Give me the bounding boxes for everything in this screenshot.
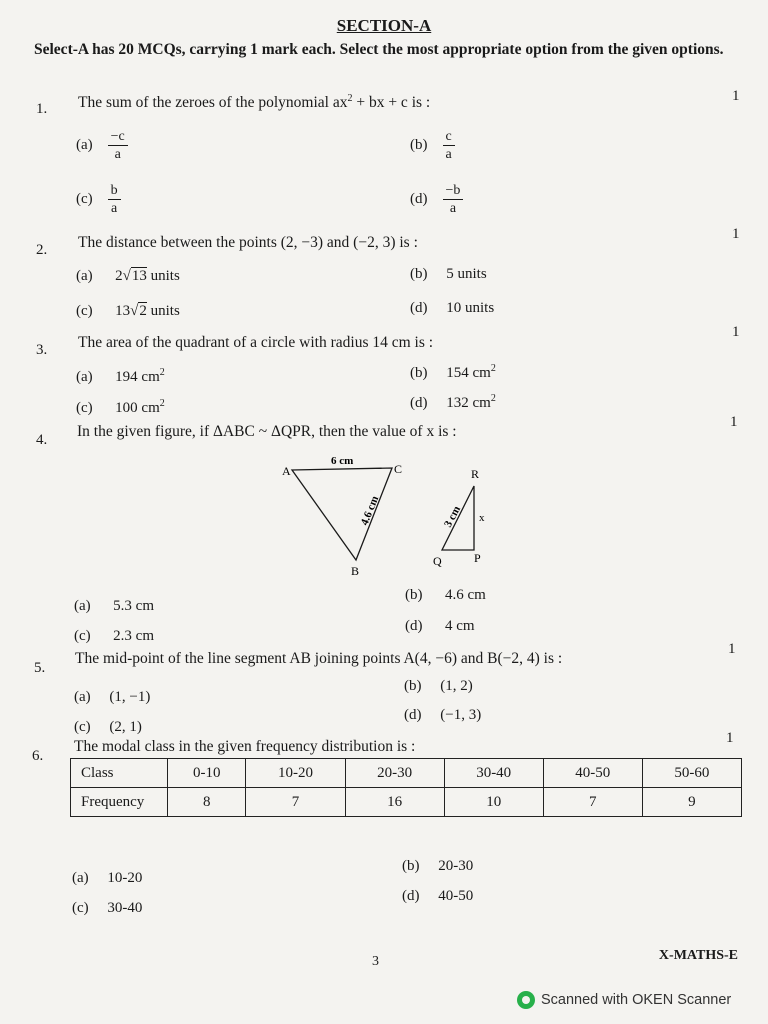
vertex-label-a: A xyxy=(282,464,291,478)
page-number: 3 xyxy=(372,954,379,969)
section-instruction: Select-A has 20 MCQs, carrying 1 mark each. Select the most appropriate option from the given options. xyxy=(34,41,724,58)
fraction: $\frac{c}{a}$ xyxy=(443,128,455,163)
frequency-cell: 16 xyxy=(345,788,444,817)
frequency-cell: 7 xyxy=(246,788,345,817)
option-a: (a) 2√13 units xyxy=(76,268,180,284)
class-cell: 40-50 xyxy=(543,759,642,788)
side-label-bc: 4.6 cm xyxy=(358,494,382,528)
question-text: The modal class in the given frequency distribution is : xyxy=(74,738,416,755)
option-b: (b) (1, 2) xyxy=(404,678,473,694)
option-a: (a) $\frac{-c}{a}$ xyxy=(76,128,128,163)
vertex-label-q: Q xyxy=(433,554,442,568)
frequency-cell: 7 xyxy=(543,788,642,817)
option-c: (c) $\frac{b}{a}$ xyxy=(76,182,121,217)
frequency-cell: 8 xyxy=(168,788,246,817)
question-text: The area of the quadrant of a circle with radius 14 cm is : xyxy=(78,334,434,351)
question-number: 4. xyxy=(36,432,48,448)
fraction: $\frac{-c}{a}$ xyxy=(108,128,128,163)
vertex-label-c: C xyxy=(394,462,403,476)
option-b: (b) $\frac{c}{a}$ xyxy=(410,128,455,163)
option-d: (d) $\frac{-b}{a}$ xyxy=(410,182,463,217)
vertex-label-b: B xyxy=(351,564,360,578)
vertex-label-r: R xyxy=(471,467,480,481)
class-cell: 30-40 xyxy=(444,759,543,788)
option-a: (a) (1, −1) xyxy=(74,689,151,705)
option-b: (b) 154 $cm^2$ xyxy=(410,363,496,381)
question-marks: 1 xyxy=(730,414,738,430)
option-d: (d) (−1, 3) xyxy=(404,707,482,723)
option-d: (d) 10 units xyxy=(410,300,495,316)
option-c: (c) 30-40 xyxy=(72,900,143,916)
option-c: (c) (2, 1) xyxy=(74,719,142,735)
fraction: $\frac{-b}{a}$ xyxy=(443,182,464,217)
class-cell: 50-60 xyxy=(642,759,741,788)
vertex-label-p: P xyxy=(474,551,481,565)
side-label-ac: 6 cm xyxy=(331,455,354,467)
question-number: 2. xyxy=(36,242,48,258)
scanner-watermark xyxy=(517,991,731,1009)
question-number: 1. xyxy=(36,101,48,117)
option-b: (b) 20-30 xyxy=(402,858,474,874)
option-c: (c) 2.3 cm xyxy=(74,628,154,644)
scanner-logo-icon xyxy=(517,991,535,1009)
question-text: The sum of the zeroes of the polynomial $ax^2$ + bx + c is : xyxy=(78,93,431,112)
class-cell: 0-10 xyxy=(168,759,246,788)
side-label-qr: 3 cm xyxy=(442,504,464,530)
option-b: (b) 5 units xyxy=(410,266,487,282)
question-number: 5. xyxy=(34,660,46,676)
question-marks: 1 xyxy=(732,226,740,242)
table-row xyxy=(71,788,742,817)
question-marks: 1 xyxy=(732,324,740,340)
frequency-table xyxy=(70,758,742,817)
option-d: (d) 40-50 xyxy=(402,888,474,904)
class-cell: 10-20 xyxy=(246,759,345,788)
option-a: (a) 10-20 xyxy=(72,870,143,886)
question-marks: 1 xyxy=(728,641,736,657)
similar-triangles-figure xyxy=(270,448,510,578)
question-text: The mid-point of the line segment AB joining points A(4, −6) and B(−2, 4) is : xyxy=(75,650,563,667)
question-text: The distance between the points (2, −3) and (−2, 3) is : xyxy=(78,234,418,251)
option-c: (c) 100 $cm^2$ xyxy=(76,398,165,416)
option-d: (d) 132 $cm^2$ xyxy=(410,393,496,411)
frequency-cell: 9 xyxy=(642,788,741,817)
table-header-cell: Class xyxy=(71,759,168,788)
scanner-text: Scanned with OKEN Scanner xyxy=(541,992,732,1008)
option-a: (a) 5.3 cm xyxy=(74,598,154,614)
section-title: SECTION-A xyxy=(336,16,432,35)
question-marks: 1 xyxy=(732,88,740,104)
option-b: (b) 4.6 cm xyxy=(405,587,486,603)
question-number: 6. xyxy=(32,748,44,764)
table-header-cell: Frequency xyxy=(71,788,168,817)
class-cell: 20-30 xyxy=(345,759,444,788)
side-label-pr: x xyxy=(479,512,485,524)
triangle-abc xyxy=(292,468,392,560)
question-number: 3. xyxy=(36,342,48,358)
fraction: $\frac{b}{a}$ xyxy=(108,182,121,217)
table-row xyxy=(71,759,742,788)
option-d: (d) 4 cm xyxy=(405,618,475,634)
option-a: (a) 194 $cm^2$ xyxy=(76,367,165,385)
paper-code: X-MATHS-E xyxy=(658,948,738,963)
question-text: In the given figure, if ΔABC ~ ΔQPR, then the value of x is : xyxy=(77,423,457,440)
option-c: (c) 13√2 units xyxy=(76,303,180,319)
frequency-cell: 10 xyxy=(444,788,543,817)
question-marks: 1 xyxy=(726,730,734,746)
